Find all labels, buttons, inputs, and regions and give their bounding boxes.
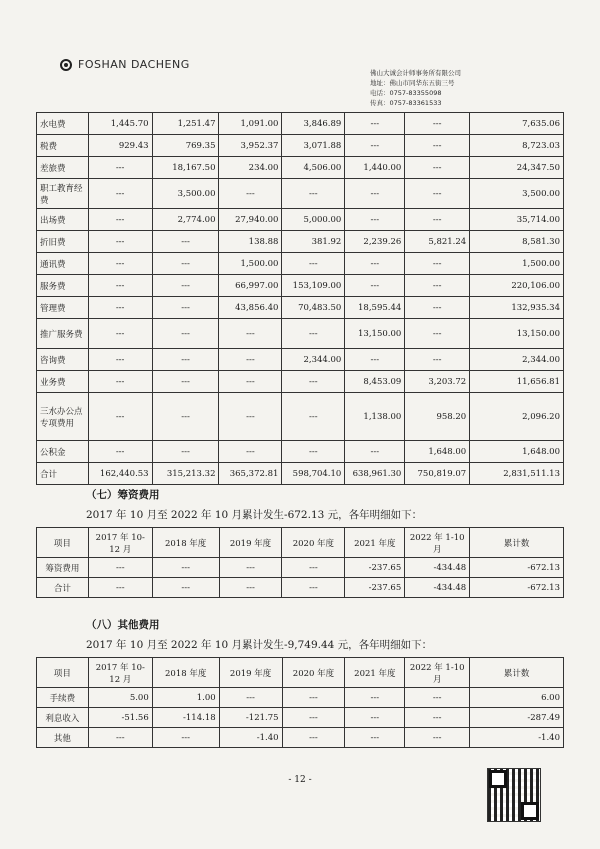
row-label-cell: 折旧费	[37, 231, 89, 253]
value-cell: ---	[88, 728, 152, 748]
value-cell: ---	[152, 319, 219, 349]
value-cell: ---	[88, 297, 152, 319]
value-cell: -434.48	[405, 558, 470, 578]
row-label-cell: 公积金	[37, 441, 89, 463]
row-label-cell: 其他	[37, 728, 89, 748]
row-label-cell: 项目	[37, 528, 89, 558]
value-cell: 27,940.00	[219, 209, 282, 231]
value-cell: ---	[88, 371, 152, 393]
value-cell: -434.48	[405, 578, 470, 598]
value-cell: 162,440.53	[88, 463, 152, 485]
value-cell: 70,483.50	[282, 297, 345, 319]
value-cell: ---	[152, 371, 219, 393]
other-cost-table	[36, 657, 564, 748]
table-header-row	[37, 658, 564, 688]
value-cell: ---	[405, 728, 470, 748]
value-cell: 1,138.00	[345, 393, 405, 441]
row-label-cell: 手续费	[37, 688, 89, 708]
value-cell: -1.40	[470, 728, 564, 748]
firm-address: 地址：佛山市同华东五街三号	[370, 79, 455, 87]
table-row	[37, 393, 564, 441]
logo-mark-icon	[60, 59, 72, 71]
table-row	[37, 728, 564, 748]
value-cell: ---	[282, 253, 345, 275]
value-cell: 1,648.00	[470, 441, 564, 463]
qr-code-icon	[487, 768, 541, 822]
row-label-cell: 项目	[37, 658, 89, 688]
table-row	[37, 113, 564, 135]
row-label-cell: 通讯费	[37, 253, 89, 275]
table-row	[37, 179, 564, 209]
value-cell: 2,831,511.13	[470, 463, 564, 485]
value-cell: 1,091.00	[219, 113, 282, 135]
table-row	[37, 349, 564, 371]
value-cell: 2,239.26	[345, 231, 405, 253]
value-cell: 1,251.47	[152, 113, 219, 135]
value-cell: 769.35	[152, 135, 219, 157]
value-cell: ---	[405, 275, 470, 297]
firm-contact	[370, 68, 461, 108]
value-cell: 5,000.00	[282, 209, 345, 231]
value-cell: ---	[219, 558, 282, 578]
value-cell: ---	[405, 349, 470, 371]
table-row	[37, 135, 564, 157]
value-cell: ---	[405, 688, 470, 708]
value-cell: 3,500.00	[152, 179, 219, 209]
table-row	[37, 688, 564, 708]
value-cell: ---	[219, 578, 282, 598]
table-row	[37, 371, 564, 393]
value-cell: 234.00	[219, 157, 282, 179]
value-cell: 2018 年度	[152, 658, 219, 688]
firm-logo	[60, 58, 190, 71]
value-cell: ---	[345, 179, 405, 209]
row-label-cell: 合计	[37, 578, 89, 598]
value-cell: ---	[345, 253, 405, 275]
value-cell: ---	[405, 209, 470, 231]
table-row	[37, 253, 564, 275]
value-cell: 66,997.00	[219, 275, 282, 297]
value-cell: ---	[152, 393, 219, 441]
value-cell: ---	[282, 688, 345, 708]
value-cell: ---	[405, 253, 470, 275]
value-cell: ---	[282, 179, 345, 209]
value-cell: ---	[88, 231, 152, 253]
row-label-cell: 水电费	[37, 113, 89, 135]
value-cell: -672.13	[470, 578, 564, 598]
row-label-cell: 推广服务费	[37, 319, 89, 349]
value-cell: 365,372.81	[219, 463, 282, 485]
value-cell: ---	[219, 441, 282, 463]
value-cell: 13,150.00	[470, 319, 564, 349]
value-cell: 220,106.00	[470, 275, 564, 297]
value-cell: 累计数	[470, 528, 564, 558]
value-cell: 2020 年度	[282, 658, 345, 688]
section-8-title: （八）其他费用	[86, 619, 160, 631]
value-cell: ---	[405, 319, 470, 349]
row-label-cell: 合计	[37, 463, 89, 485]
value-cell: 138.88	[219, 231, 282, 253]
table-row	[37, 231, 564, 253]
row-label-cell: 服务费	[37, 275, 89, 297]
value-cell: 2,096.20	[470, 393, 564, 441]
value-cell: 11,656.81	[470, 371, 564, 393]
value-cell: ---	[219, 349, 282, 371]
value-cell: 2022 年 1-10 月	[405, 658, 470, 688]
value-cell: 153,109.00	[282, 275, 345, 297]
row-label-cell: 筹资费用	[37, 558, 89, 578]
row-label-cell: 管理费	[37, 297, 89, 319]
firm-fax: 传真：0757-83361533	[370, 99, 442, 107]
value-cell: 3,203.72	[405, 371, 470, 393]
value-cell: 3,846.89	[282, 113, 345, 135]
value-cell: 1.00	[152, 688, 219, 708]
value-cell: 4,506.00	[282, 157, 345, 179]
value-cell: ---	[88, 319, 152, 349]
value-cell: ---	[88, 275, 152, 297]
value-cell: 381.92	[282, 231, 345, 253]
value-cell: 2020 年度	[282, 528, 345, 558]
value-cell: ---	[219, 371, 282, 393]
value-cell: ---	[345, 209, 405, 231]
table-row	[37, 558, 564, 578]
value-cell: ---	[88, 578, 152, 598]
value-cell: -1.40	[219, 728, 282, 748]
value-cell: 2021 年度	[345, 528, 405, 558]
value-cell: ---	[152, 441, 219, 463]
value-cell: ---	[345, 441, 405, 463]
value-cell: ---	[152, 275, 219, 297]
value-cell: 8,581.30	[470, 231, 564, 253]
value-cell: ---	[405, 113, 470, 135]
table-row	[37, 297, 564, 319]
value-cell: -672.13	[470, 558, 564, 578]
value-cell: 35,714.00	[470, 209, 564, 231]
value-cell: 2017 年 10-12 月	[88, 658, 152, 688]
value-cell: 315,213.32	[152, 463, 219, 485]
value-cell: 2019 年度	[219, 528, 282, 558]
value-cell: 1,445.70	[88, 113, 152, 135]
table-row	[37, 157, 564, 179]
value-cell: 598,704.10	[282, 463, 345, 485]
value-cell: 18,595.44	[345, 297, 405, 319]
financing-cost-table	[36, 527, 564, 598]
row-label-cell: 出场费	[37, 209, 89, 231]
value-cell: ---	[345, 708, 405, 728]
value-cell: 1,648.00	[405, 441, 470, 463]
value-cell: ---	[282, 708, 345, 728]
value-cell: 24,347.50	[470, 157, 564, 179]
row-label-cell: 三水办公点专项费用	[37, 393, 89, 441]
value-cell: ---	[88, 393, 152, 441]
value-cell: 5,821.24	[405, 231, 470, 253]
value-cell: ---	[345, 113, 405, 135]
value-cell: 750,819.07	[405, 463, 470, 485]
value-cell: ---	[152, 349, 219, 371]
value-cell: ---	[88, 349, 152, 371]
value-cell: ---	[282, 319, 345, 349]
value-cell: 2017 年 10-12 月	[88, 528, 152, 558]
value-cell: 5.00	[88, 688, 152, 708]
value-cell: ---	[282, 578, 345, 598]
value-cell: ---	[219, 179, 282, 209]
value-cell: 8,723.03	[470, 135, 564, 157]
value-cell: ---	[345, 688, 405, 708]
value-cell: ---	[405, 708, 470, 728]
value-cell: ---	[282, 558, 345, 578]
value-cell: ---	[282, 441, 345, 463]
value-cell: 1,500.00	[219, 253, 282, 275]
page-number: - 12 -	[288, 775, 312, 785]
table-row	[37, 463, 564, 485]
value-cell: ---	[405, 179, 470, 209]
value-cell: ---	[152, 558, 219, 578]
row-label-cell: 差旅费	[37, 157, 89, 179]
row-label-cell: 利息收入	[37, 708, 89, 728]
value-cell: 3,500.00	[470, 179, 564, 209]
value-cell: ---	[152, 297, 219, 319]
value-cell: ---	[88, 253, 152, 275]
value-cell: 6.00	[470, 688, 564, 708]
value-cell: -237.65	[345, 558, 405, 578]
value-cell: 638,961.30	[345, 463, 405, 485]
value-cell: ---	[152, 231, 219, 253]
value-cell: -287.49	[470, 708, 564, 728]
value-cell: ---	[345, 728, 405, 748]
logo-text: FOSHAN DACHENG	[78, 58, 190, 71]
value-cell: 2,344.00	[282, 349, 345, 371]
value-cell: -237.65	[345, 578, 405, 598]
value-cell: -51.56	[88, 708, 152, 728]
value-cell: 929.43	[88, 135, 152, 157]
value-cell: 累计数	[470, 658, 564, 688]
value-cell: 1,500.00	[470, 253, 564, 275]
value-cell: 2018 年度	[152, 528, 219, 558]
value-cell: 3,071.88	[282, 135, 345, 157]
value-cell: ---	[88, 157, 152, 179]
value-cell: ---	[152, 578, 219, 598]
firm-phone: 电话：0757-83355098	[370, 89, 442, 97]
value-cell: ---	[219, 688, 282, 708]
value-cell: ---	[345, 135, 405, 157]
value-cell: ---	[345, 349, 405, 371]
expense-detail-table	[36, 112, 564, 485]
section-7-title: （七）筹资费用	[86, 489, 160, 501]
value-cell: ---	[219, 319, 282, 349]
value-cell: ---	[282, 728, 345, 748]
section-7-summary: 2017 年 10 月至 2022 年 10 月累计发生-672.13 元，各年明细如下：	[86, 509, 423, 521]
value-cell: ---	[152, 253, 219, 275]
value-cell: 7,635.06	[470, 113, 564, 135]
firm-name: 佛山大诚会计师事务所有限公司	[370, 69, 461, 77]
row-label-cell: 税费	[37, 135, 89, 157]
value-cell: 43,856.40	[219, 297, 282, 319]
value-cell: ---	[405, 157, 470, 179]
value-cell: ---	[282, 393, 345, 441]
value-cell: -121.75	[219, 708, 282, 728]
table-row	[37, 209, 564, 231]
table-header-row	[37, 528, 564, 558]
value-cell: 2,344.00	[470, 349, 564, 371]
value-cell: 132,935.34	[470, 297, 564, 319]
section-8-summary: 2017 年 10 月至 2022 年 10 月累计发生-9,749.44 元，各年明细如下：	[86, 639, 433, 651]
value-cell: 958.20	[405, 393, 470, 441]
value-cell: ---	[219, 393, 282, 441]
value-cell: 2,774.00	[152, 209, 219, 231]
table-row	[37, 275, 564, 297]
row-label-cell: 职工教育经费	[37, 179, 89, 209]
value-cell: ---	[405, 297, 470, 319]
value-cell: ---	[152, 728, 219, 748]
value-cell: 18,167.50	[152, 157, 219, 179]
value-cell: 1,440.00	[345, 157, 405, 179]
value-cell: 13,150.00	[345, 319, 405, 349]
value-cell: 8,453.09	[345, 371, 405, 393]
value-cell: 2021 年度	[345, 658, 405, 688]
value-cell: 2022 年 1-10 月	[405, 528, 470, 558]
value-cell: ---	[88, 209, 152, 231]
table-row	[37, 578, 564, 598]
table-row	[37, 708, 564, 728]
value-cell: ---	[88, 179, 152, 209]
value-cell: -114.18	[152, 708, 219, 728]
value-cell: ---	[88, 558, 152, 578]
table-row	[37, 441, 564, 463]
value-cell: ---	[88, 441, 152, 463]
value-cell: 3,952.37	[219, 135, 282, 157]
value-cell: ---	[345, 275, 405, 297]
value-cell: 2019 年度	[219, 658, 282, 688]
row-label-cell: 业务费	[37, 371, 89, 393]
value-cell: ---	[405, 135, 470, 157]
row-label-cell: 咨询费	[37, 349, 89, 371]
table-row	[37, 319, 564, 349]
value-cell: ---	[282, 371, 345, 393]
